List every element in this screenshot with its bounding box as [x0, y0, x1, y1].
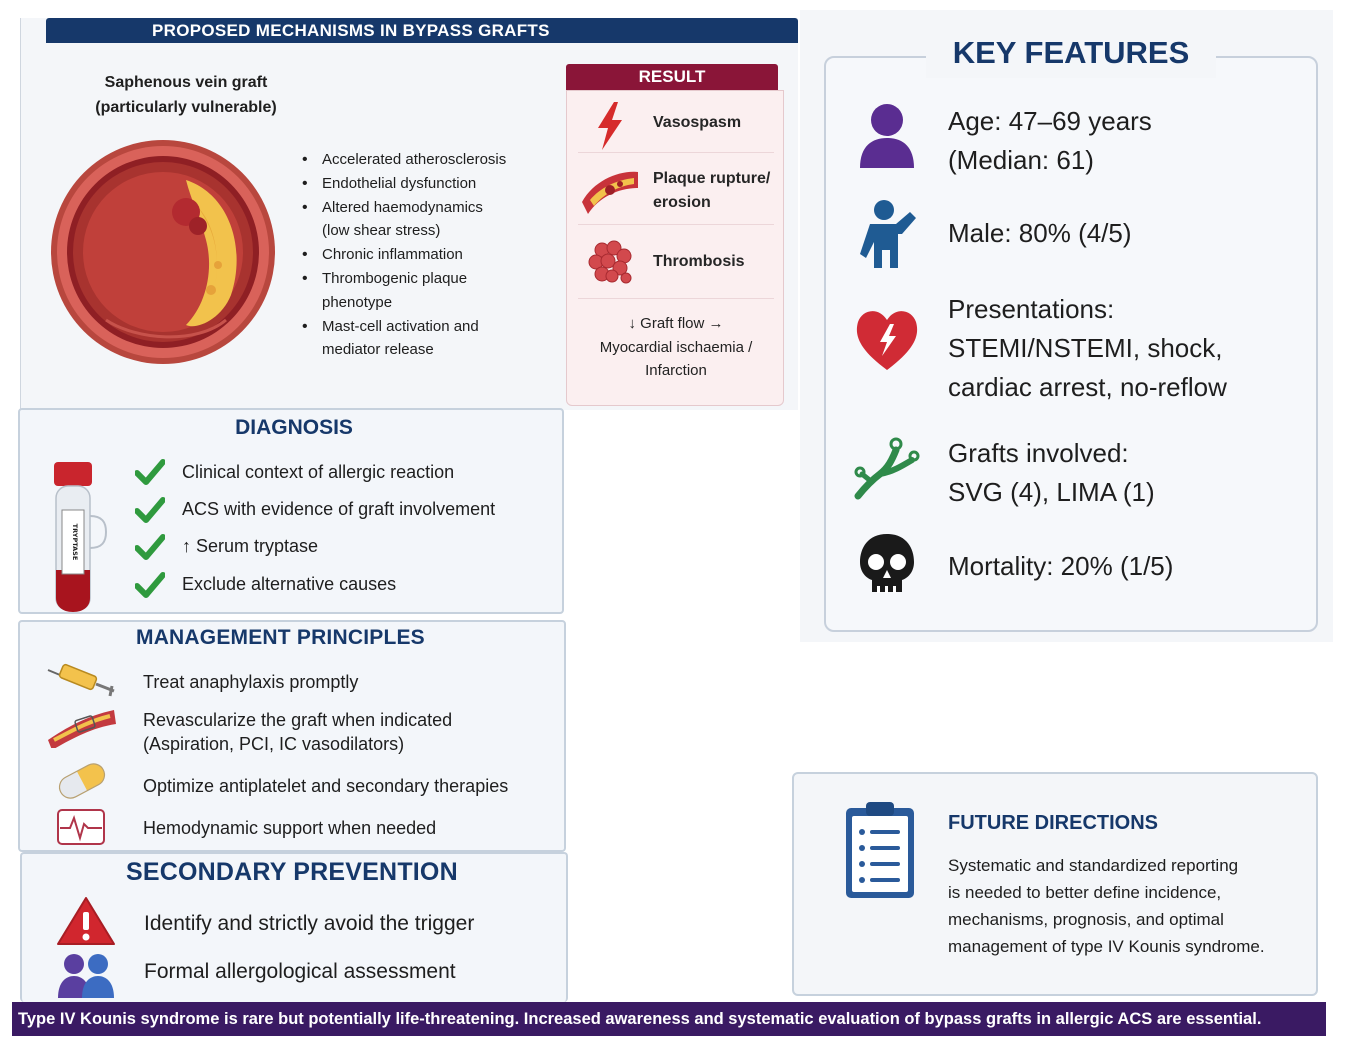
- key-feature-grafts: [948, 434, 1155, 512]
- check-icon: [135, 497, 165, 523]
- graft-title-line1: Saphenous vein graft: [104, 74, 268, 91]
- management-item-revascularize: [143, 708, 452, 756]
- secondary-prevention-title: SECONDARY PREVENTION: [126, 858, 458, 886]
- future-directions-line: management of type IV Kounis syndrome.: [948, 937, 1265, 956]
- management-title: MANAGEMENT PRINCIPLES: [136, 626, 425, 649]
- result-label-thrombosis: Thrombosis: [653, 253, 745, 270]
- key-features-title: KEY FEATURES: [926, 30, 1216, 78]
- diagnosis-item: ↑ Serum tryptase: [182, 536, 319, 556]
- plaque-rupture-icon: [580, 162, 640, 218]
- future-directions-line: is needed to better define incidence,: [948, 883, 1222, 902]
- mechanism-item: • Chronic inflammation: [302, 243, 554, 267]
- key-feature-age-line2: (Median: 61): [948, 145, 1094, 175]
- result-divider: [578, 224, 774, 225]
- mechanism-item: • Endothelial dysfunction: [302, 172, 554, 196]
- result-label-plaque-line1: Plaque rupture/: [653, 170, 771, 187]
- result-divider: [578, 152, 774, 153]
- result-label-vasospasm: Vasospasm: [653, 114, 742, 131]
- tube-label: TRYPTASE: [71, 523, 79, 561]
- future-directions-line: mechanisms, prognosis, and optimal: [948, 910, 1224, 929]
- blood-tube-icon: [50, 460, 110, 616]
- syringe-icon: [46, 658, 118, 700]
- management-item: Hemodynamic support when needed: [143, 818, 437, 838]
- management-item-line1: Revascularize the graft when indicated: [143, 710, 453, 730]
- result-outcome-line1: ↓ Graft flow →: [628, 315, 724, 332]
- result-header: RESULT: [566, 64, 778, 90]
- key-feature-presentations-line2: STEMI/NSTEMI, shock,: [948, 333, 1223, 363]
- key-feature-presentations-line1: Presentations:: [948, 294, 1115, 324]
- ecg-monitor-icon: [46, 806, 118, 848]
- person-icon: [852, 100, 922, 172]
- mechanisms-header: PROPOSED MECHANISMS IN BYPASS GRAFTS: [46, 18, 798, 43]
- skull-icon: [852, 530, 922, 602]
- thrombus-icon: [580, 234, 640, 290]
- future-directions-line: Systematic and standardized reporting: [948, 856, 1239, 875]
- diagnosis-item: Clinical context of allergic reaction: [182, 462, 455, 482]
- graft-stent-icon: [46, 706, 118, 748]
- key-feature-mortality: Mortality: 20% (1/5): [948, 551, 1174, 581]
- mechanism-item: • Accelerated atherosclerosis: [302, 148, 554, 172]
- graft-vessel-icon: [852, 430, 922, 502]
- mechanisms-list: [302, 148, 554, 362]
- key-feature-presentations: [948, 290, 1227, 407]
- mechanism-item: • Thrombogenic plaque: [302, 267, 554, 291]
- check-icon: [135, 459, 165, 485]
- vein-graft-cross-section-icon: [46, 130, 280, 374]
- key-feature-age-line1: Age: 47–69 years: [948, 106, 1152, 136]
- future-directions-title: FUTURE DIRECTIONS: [948, 812, 1158, 834]
- key-feature-presentations-line3: cardiac arrest, no-reflow: [948, 372, 1227, 402]
- key-feature-male: Male: 80% (4/5): [948, 218, 1132, 248]
- diagnosis-title: DIAGNOSIS: [235, 416, 353, 439]
- key-feature-grafts-line1: Grafts involved:: [948, 438, 1129, 468]
- warning-icon: [56, 896, 116, 946]
- diagnosis-item: ACS with evidence of graft involvement: [182, 499, 496, 519]
- mechanism-item-continued: mediator release: [322, 341, 434, 359]
- management-item: Optimize antiplatelet and secondary therapies: [143, 776, 509, 796]
- mechanism-item-continued: (low shear stress): [322, 222, 441, 240]
- future-directions-text: [948, 852, 1310, 960]
- male-icon: [852, 198, 922, 270]
- people-icon: [56, 952, 116, 1002]
- check-icon: [135, 534, 165, 560]
- key-feature-age: [948, 102, 1152, 180]
- secondary-prevention-item: Identify and strictly avoid the trigger: [144, 912, 475, 935]
- management-item: Treat anaphylaxis promptly: [143, 672, 359, 692]
- graft-title-line2: (particularly vulnerable): [95, 99, 277, 116]
- secondary-prevention-item: Formal allergological assessment: [144, 960, 456, 983]
- graft-title: [70, 70, 302, 120]
- footer-banner: Type IV Kounis syndrome is rare but potentially life-threatening. Increased awareness and systematic evaluation of bypass grafts in allergic ACS are essential.: [12, 1002, 1326, 1036]
- result-label-plaque: [653, 167, 770, 215]
- heart-lightning-icon: [852, 302, 922, 374]
- lightning-icon: [580, 98, 640, 154]
- mechanism-item: • Mast-cell activation and: [302, 315, 554, 339]
- result-label-plaque-line2: erosion: [653, 194, 711, 211]
- management-item-line2: (Aspiration, PCI, IC vasodilators): [143, 734, 405, 754]
- result-outcome: [574, 312, 778, 383]
- result-divider: [578, 298, 774, 299]
- pill-icon: [46, 760, 118, 802]
- key-feature-grafts-line2: SVG (4), LIMA (1): [948, 477, 1155, 507]
- result-outcome-line2: Myocardial ischaemia /: [599, 338, 753, 356]
- mechanism-item: • Altered haemodynamics: [302, 196, 554, 220]
- mechanism-item-continued: phenotype: [322, 293, 393, 311]
- check-icon: [135, 572, 165, 598]
- diagnosis-item: Exclude alternative causes: [182, 574, 397, 594]
- clipboard-icon: [840, 800, 920, 902]
- result-outcome-line3: Infarction: [645, 362, 707, 379]
